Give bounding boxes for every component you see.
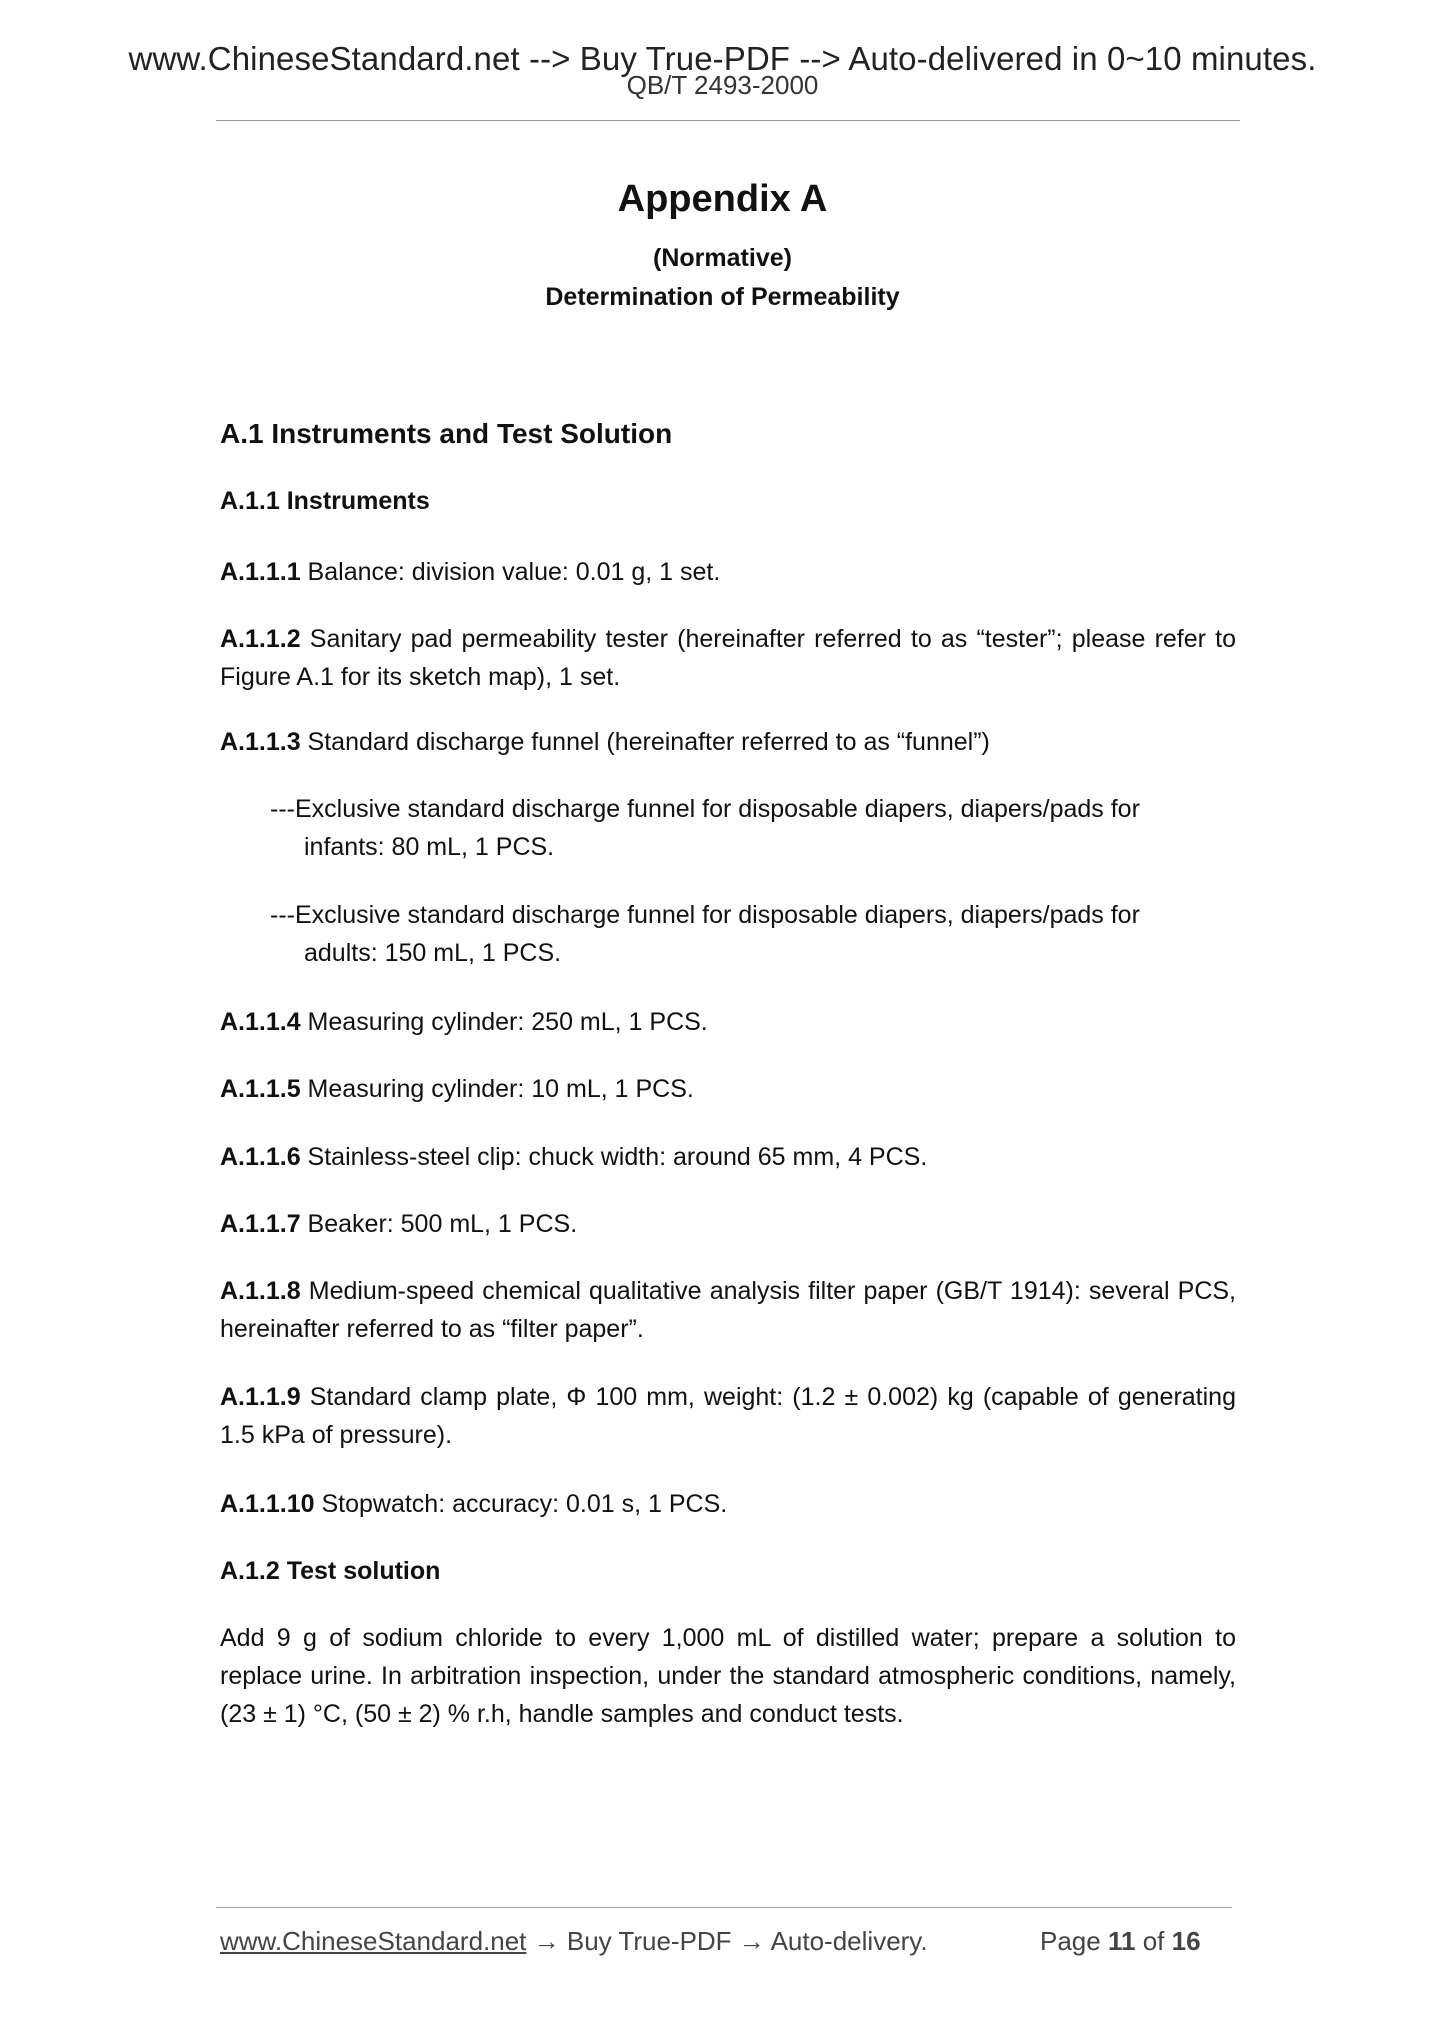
section-heading-a1: A.1 Instruments and Test Solution — [220, 418, 673, 449]
section-heading-a11: A.1.1 Instruments — [220, 487, 430, 515]
clause-text: Beaker: 500 mL, 1 PCS. — [300, 1210, 578, 1238]
funnel-item-continuation: adults: 150 mL, 1 PCS. — [304, 939, 562, 967]
page-current: 11 — [1107, 1926, 1136, 1956]
clause-a115 — [220, 1070, 1236, 1108]
clause-number: A.1.1.6 — [220, 1143, 301, 1171]
clause-a119 — [220, 1378, 1236, 1454]
clause-a116 — [220, 1138, 1236, 1176]
clause-number: A.1.1.7 — [220, 1210, 301, 1238]
clause-number: A.1.1.8 — [220, 1277, 301, 1305]
clause-number: A.1.1.3 — [220, 728, 301, 756]
test-solution-paragraph: Add 9 g of sodium chloride to every 1,000 mL of distilled water; prepare a solution to replace urine. In arbitration inspection, under the standard atmospheric conditions, namely, (23 ± 1) °C, (50 ± 2) % r.h, handle samples and conduct tests. — [220, 1624, 1236, 1728]
clause-text: Measuring cylinder: 10 mL, 1 PCS. — [300, 1075, 694, 1103]
funnel-item-continuation: infants: 80 mL, 1 PCS. — [304, 833, 555, 861]
clause-number: A.1.1.1 — [220, 558, 301, 586]
clause-number: A.1.1.5 — [220, 1075, 301, 1103]
clause-a117 — [220, 1205, 1236, 1243]
clause-number: A.1.1.10 — [220, 1490, 315, 1518]
clause-text: Stainless-steel clip: chuck width: around 65 mm, 4 PCS. — [300, 1143, 928, 1171]
clause-number: A.1.1.9 — [220, 1383, 301, 1411]
header-divider — [216, 120, 1240, 121]
clause-text: Sanitary pad permeability tester (hereinafter referred to as “tester”; please refer to Figure A.1 for its sketch map), 1 set. — [220, 625, 1236, 691]
clause-text: Balance: division value: 0.01 g, 1 set. — [300, 558, 721, 586]
clause-a118 — [220, 1272, 1236, 1348]
clause-text: Standard discharge funnel (hereinafter referred to as “funnel”) — [300, 728, 990, 756]
footer-promo — [220, 1926, 928, 1957]
standard-number: QB/T 2493-2000 — [626, 70, 819, 100]
footer-link[interactable]: www.ChineseStandard.net — [220, 1926, 527, 1956]
clause-a114 — [220, 1003, 1236, 1041]
clause-text: Stopwatch: accuracy: 0.01 s, 1 PCS. — [314, 1490, 728, 1518]
section-heading-a12: A.1.2 Test solution — [220, 1557, 441, 1585]
footer-divider — [216, 1907, 1232, 1908]
clause-a1110 — [220, 1485, 1236, 1523]
clause-a113 — [220, 723, 1236, 761]
funnel-item-infants — [272, 790, 1236, 866]
appendix-title: Appendix A — [617, 178, 828, 220]
top-banner: www.ChineseStandard.net --> Buy True-PDF --> Auto-delivered in 0~10 minutes. — [128, 40, 1317, 77]
clause-text: Measuring cylinder: 250 mL, 1 PCS. — [300, 1008, 708, 1036]
footer-promo-text: → Buy True-PDF → Auto-delivery. — [526, 1926, 928, 1956]
funnel-item-line: ---Exclusive standard discharge funnel for disposable diapers, diapers/pads for — [270, 795, 1140, 823]
clause-a112 — [220, 620, 1236, 696]
clause-a111 — [220, 553, 1236, 591]
clause-number: A.1.1.2 — [220, 625, 301, 653]
appendix-subject: Determination of Permeability — [545, 283, 900, 311]
appendix-status: (Normative) — [653, 244, 792, 272]
page-total: 16 — [1171, 1926, 1201, 1956]
of-label: of — [1142, 1926, 1165, 1956]
clause-text: Standard clamp plate, Φ 100 mm, weight: (1.2 ± 0.002) kg (capable of generating 1.5 kPa of pressure). — [220, 1383, 1236, 1449]
funnel-item-line: ---Exclusive standard discharge funnel for disposable diapers, diapers/pads for — [270, 901, 1140, 929]
page-label: Page — [1040, 1926, 1101, 1956]
funnel-item-adults — [272, 896, 1236, 972]
clause-number: A.1.1.4 — [220, 1008, 301, 1036]
page-indicator — [1040, 1926, 1201, 1957]
clause-text: Medium-speed chemical qualitative analysis filter paper (GB/T 1914): several PCS, hereinafter referred to as “filter paper”. — [220, 1277, 1236, 1343]
